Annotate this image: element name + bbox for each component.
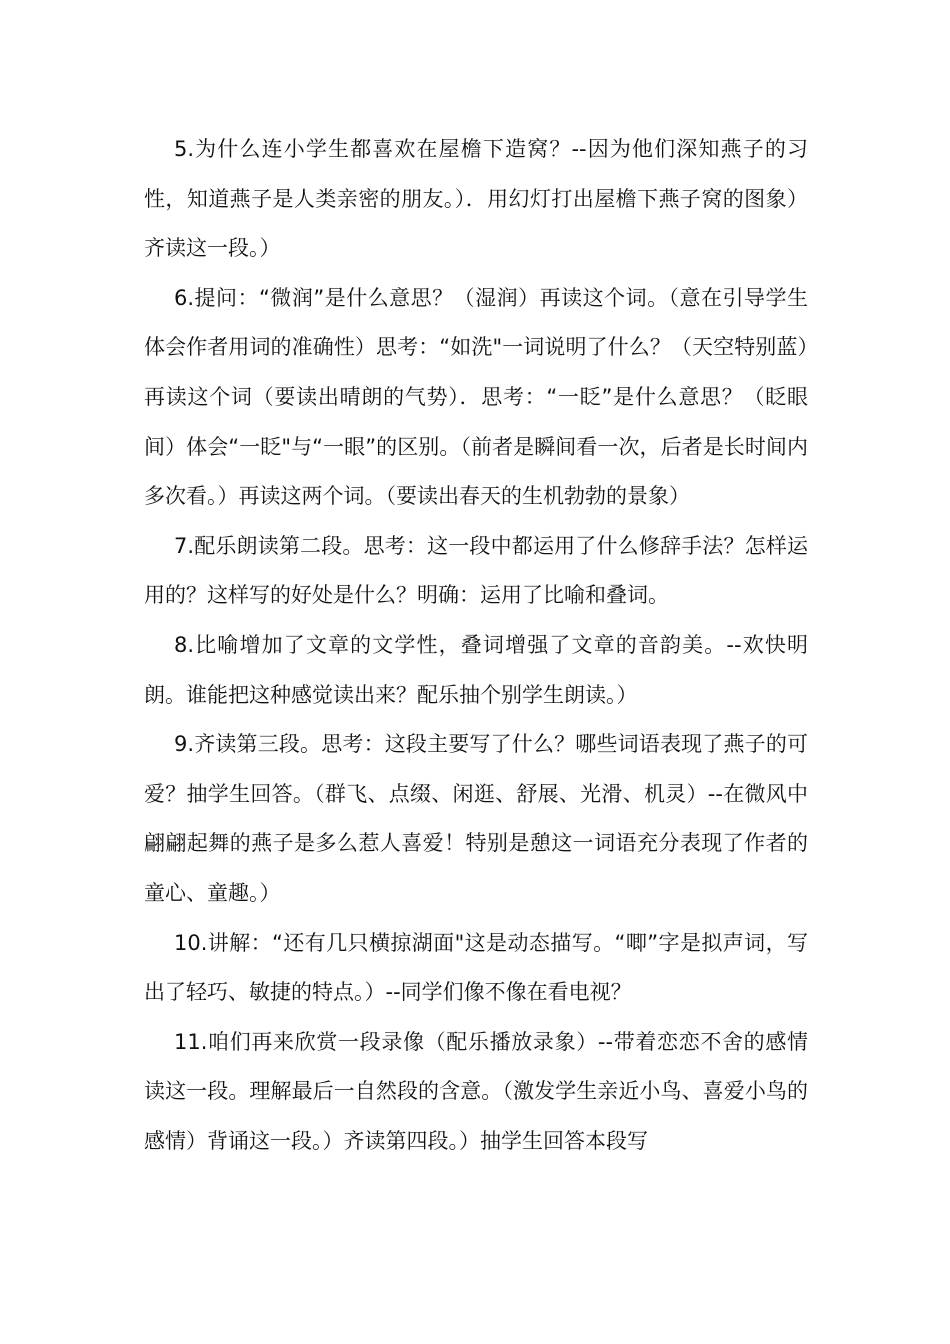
paragraph-10: 10.讲解：“还有几只横掠湖面"这是动态描写。“唧”字是拟声词，写出了轻巧、敏捷的特点。）--同学们像不像在看电视？ [144,930,808,1005]
paragraph-7: 7.配乐朗读第二段。思考：这一段中都运用了什么修辞手法？怎样运用的？这样写的好处是什么？明确：运用了比喻和叠词。 [144,533,808,608]
paragraph-5: 5.为什么连小学生都喜欢在屋檐下造窝？--因为他们深知燕子的习性，知道燕子是人类亲密的朋友。）．用幻灯打出屋檐下燕子窝的图象）齐读这一段。） [144,137,808,261]
paragraph-8: 8.比喻增加了文章的文学性，叠词增强了文章的音韵美。--欢快明朗。谁能把这种感觉读出来？配乐抽个别学生朗读。） [144,632,808,707]
paragraph-11: 11.咱们再来欣赏一段录像（配乐播放录象）--带着恋恋不舍的感情读这一段。理解最后一自然段的含意。（激发学生亲近小鸟、喜爱小鸟的感情）背诵这一段。）齐读第四段。）抽学生回答本段写 [144,1029,808,1153]
paragraph-9: 9.齐读第三段。思考：这段主要写了什么？哪些词语表现了燕子的可爱？抽学生回答。（群飞、点缀、闲逛、舒展、光滑、机灵）--在微风中翩翩起舞的燕子是多么惹人喜爱！特别是憩这一词语充分表现了作者的童心、童趣。） [144,732,808,905]
document-body [144,125,808,1166]
paragraph-6: 6.提问：“微润”是什么意思？（湿润）再读这个词。（意在引导学生体会作者用词的准确性）思考：“如洗"一词说明了什么？（天空特别蓝）再读这个词（要读出晴朗的气势）．思考：“一眨”是什么意思？（眨眼间）体会“一眨"与“一眼”的区别。（前者是瞬间看一次，后者是长时间内多次看。）再读这两个词。（要读出春天的生机勃勃的景象） [144,285,808,509]
